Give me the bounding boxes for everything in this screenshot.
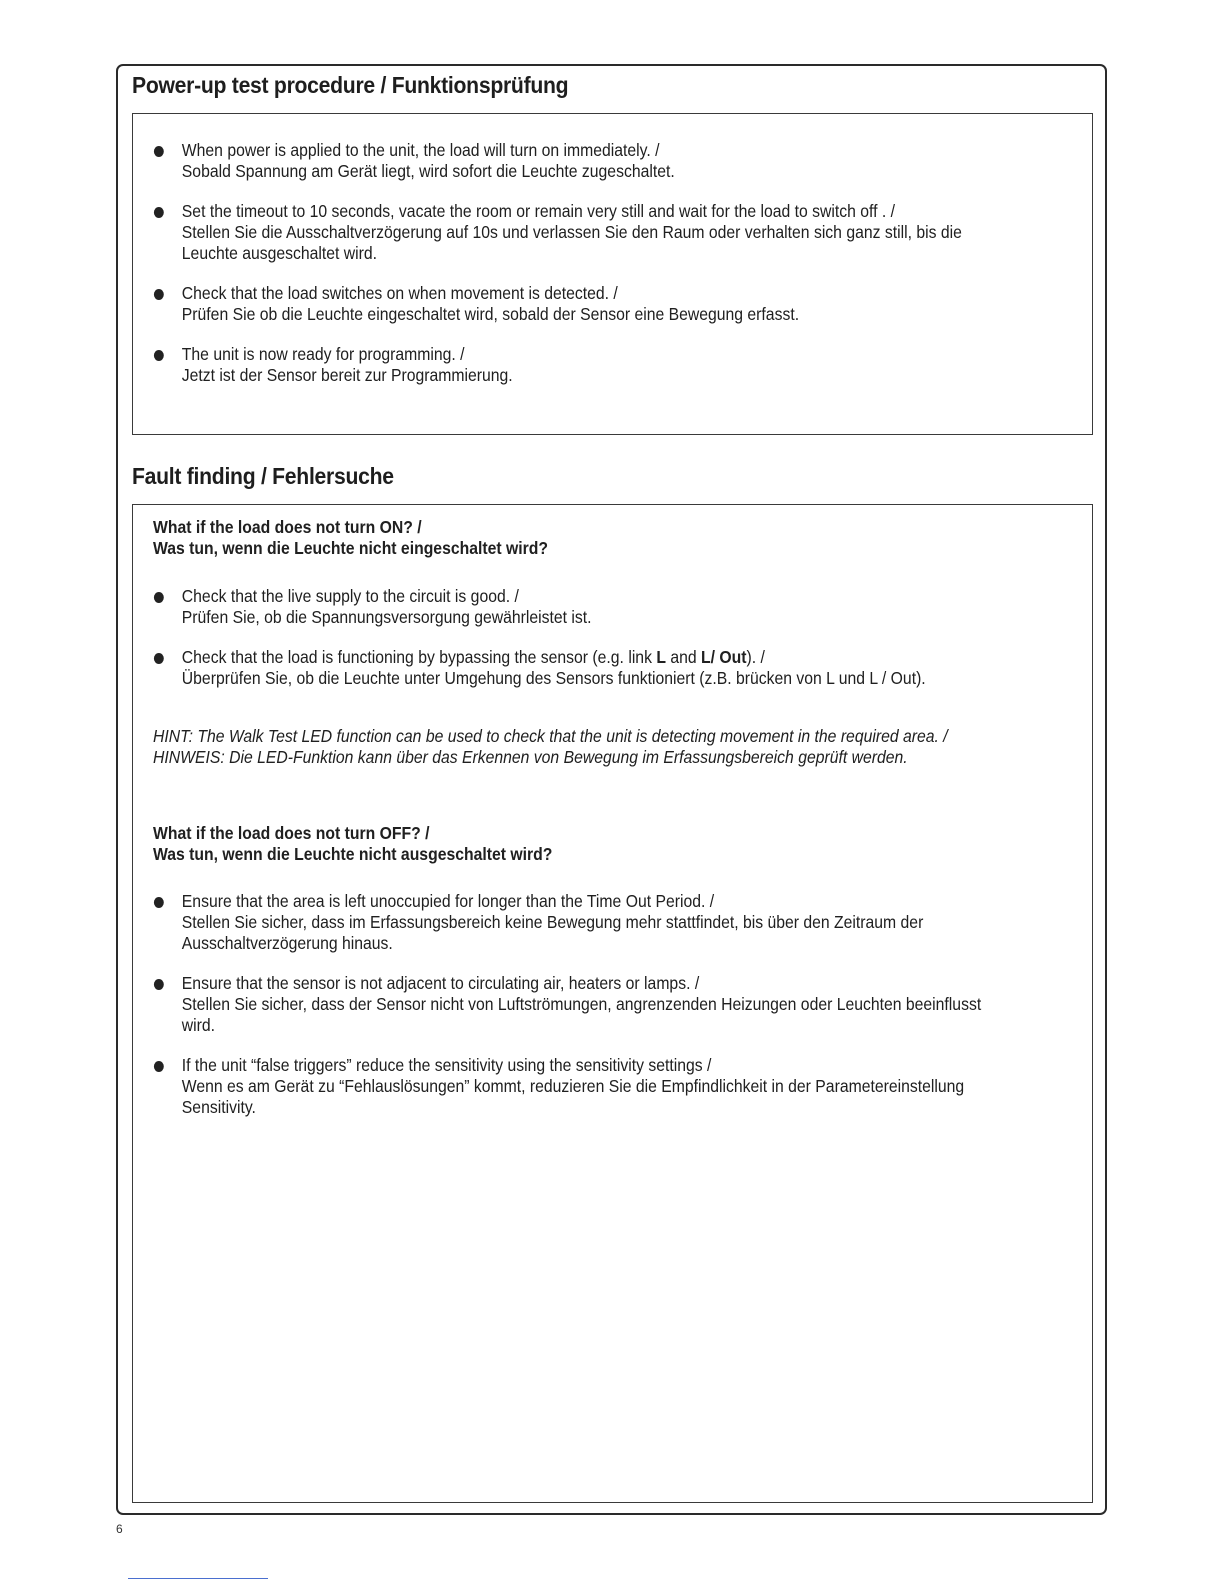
item-text-en: Ensure that the area is left unoccupied for longer than the Time Out Period. /: [181, 891, 715, 911]
not-off-list-container: [153, 891, 1073, 1137]
not-on-list-container: [153, 586, 1073, 708]
list-item: [153, 647, 1073, 689]
item-text-de: Jetzt ist der Sensor bereit zur Programmierung.: [181, 365, 513, 385]
footer-rule: [128, 1578, 268, 1579]
item-text-de: Stellen Sie sicher, dass im Erfassungsbereich keine Bewegung mehr stattfindet, bis über den Zeitraum der: [181, 912, 924, 932]
hint-de: HINWEIS: Die LED-Funktion kann über das Erkennen von Bewegung im Erfassungsbereich geprüft werden.: [153, 747, 908, 767]
item-text-en: Set the timeout to 10 seconds, vacate the room or remain very still and wait for the load to switch off . /: [181, 201, 895, 221]
item-text-de: Stellen Sie sicher, dass der Sensor nicht von Luftströmungen, angrenzenden Heizungen oder Leuchten beeinflusst: [181, 994, 982, 1014]
list-item: [153, 973, 1073, 1036]
not-off-question: [153, 823, 1044, 865]
question-de: Was tun, wenn die Leuchte nicht eingeschaltet wird?: [153, 538, 548, 558]
power-up-heading: Power-up test procedure / Funktionsprüfung: [132, 72, 569, 98]
text-segment: Check that the load is functioning by bypassing the sensor (e.g. link: [181, 647, 657, 667]
terminal-label-l-out: L/ Out: [701, 647, 747, 667]
not-off-list: [153, 891, 1073, 1118]
item-text-en: Check that the live supply to the circuit is good. /: [181, 586, 519, 606]
list-item: [153, 140, 1073, 182]
item-text-de: Überprüfen Sie, ob die Leuchte unter Umgehung des Sensors funktioniert (z.B. brücken von L und L / Out).: [181, 668, 926, 688]
question-en: What if the load does not turn OFF? /: [153, 823, 430, 843]
item-text-en: The unit is now ready for programming. /: [181, 344, 465, 364]
item-text-en: When power is applied to the unit, the load will turn on immediately. /: [181, 140, 660, 160]
fault-finding-heading: Fault finding / Fehlersuche: [132, 463, 394, 489]
list-item: [153, 344, 1073, 386]
question-en: What if the load does not turn ON? /: [153, 517, 422, 537]
item-text-de: Prüfen Sie, ob die Spannungsversorgung gewährleistet ist.: [181, 607, 592, 627]
item-text-de-continued: Sensitivity.: [181, 1097, 256, 1117]
list-item: [153, 891, 1073, 954]
item-text-de-continued: Leuchte ausgeschaltet wird.: [181, 243, 378, 263]
page-number: 6: [116, 1522, 123, 1536]
item-text-de: Sobald Spannung am Gerät liegt, wird sofort die Leuchte zugeschaltet.: [181, 161, 675, 181]
list-item: [153, 586, 1073, 628]
item-text-de: Stellen Sie die Ausschaltverzögerung auf 10s und verlassen Sie den Raum oder verhalten sich ganz still, bis die: [181, 222, 962, 242]
power-up-list-container: [153, 140, 1073, 405]
item-text-de-continued: wird.: [181, 1015, 216, 1035]
item-text-de-continued: Ausschaltverzögerung hinaus.: [181, 933, 393, 953]
not-on-list: [153, 586, 1073, 689]
question-de: Was tun, wenn die Leuchte nicht ausgeschaltet wird?: [153, 844, 553, 864]
item-text-en: Ensure that the sensor is not adjacent to circulating air, heaters or lamps. /: [181, 973, 700, 993]
text-segment: ). /: [746, 647, 765, 667]
item-text-de: Prüfen Sie ob die Leuchte eingeschaltet wird, sobald der Sensor eine Bewegung erfasst.: [181, 304, 800, 324]
power-up-list: [153, 140, 1073, 386]
item-text-en: Check that the load switches on when movement is detected. /: [181, 283, 618, 303]
list-item: [153, 1055, 1073, 1118]
list-item: [153, 283, 1073, 325]
not-on-question: [153, 517, 1044, 559]
hint-en: HINT: The Walk Test LED function can be used to check that the unit is detecting movement in the required area. /: [153, 726, 948, 746]
text-segment: and: [665, 647, 702, 667]
item-text-en: [182, 647, 1073, 668]
item-text-en: If the unit “false triggers” reduce the sensitivity using the sensitivity settings /: [181, 1055, 712, 1075]
hint-block: [153, 726, 1053, 768]
list-item: [153, 201, 1073, 264]
item-text-de: Wenn es am Gerät zu “Fehlauslösungen” kommt, reduzieren Sie die Empfindlichkeit in der Parametereinstellung: [181, 1076, 965, 1096]
terminal-label-l: L: [656, 647, 666, 667]
